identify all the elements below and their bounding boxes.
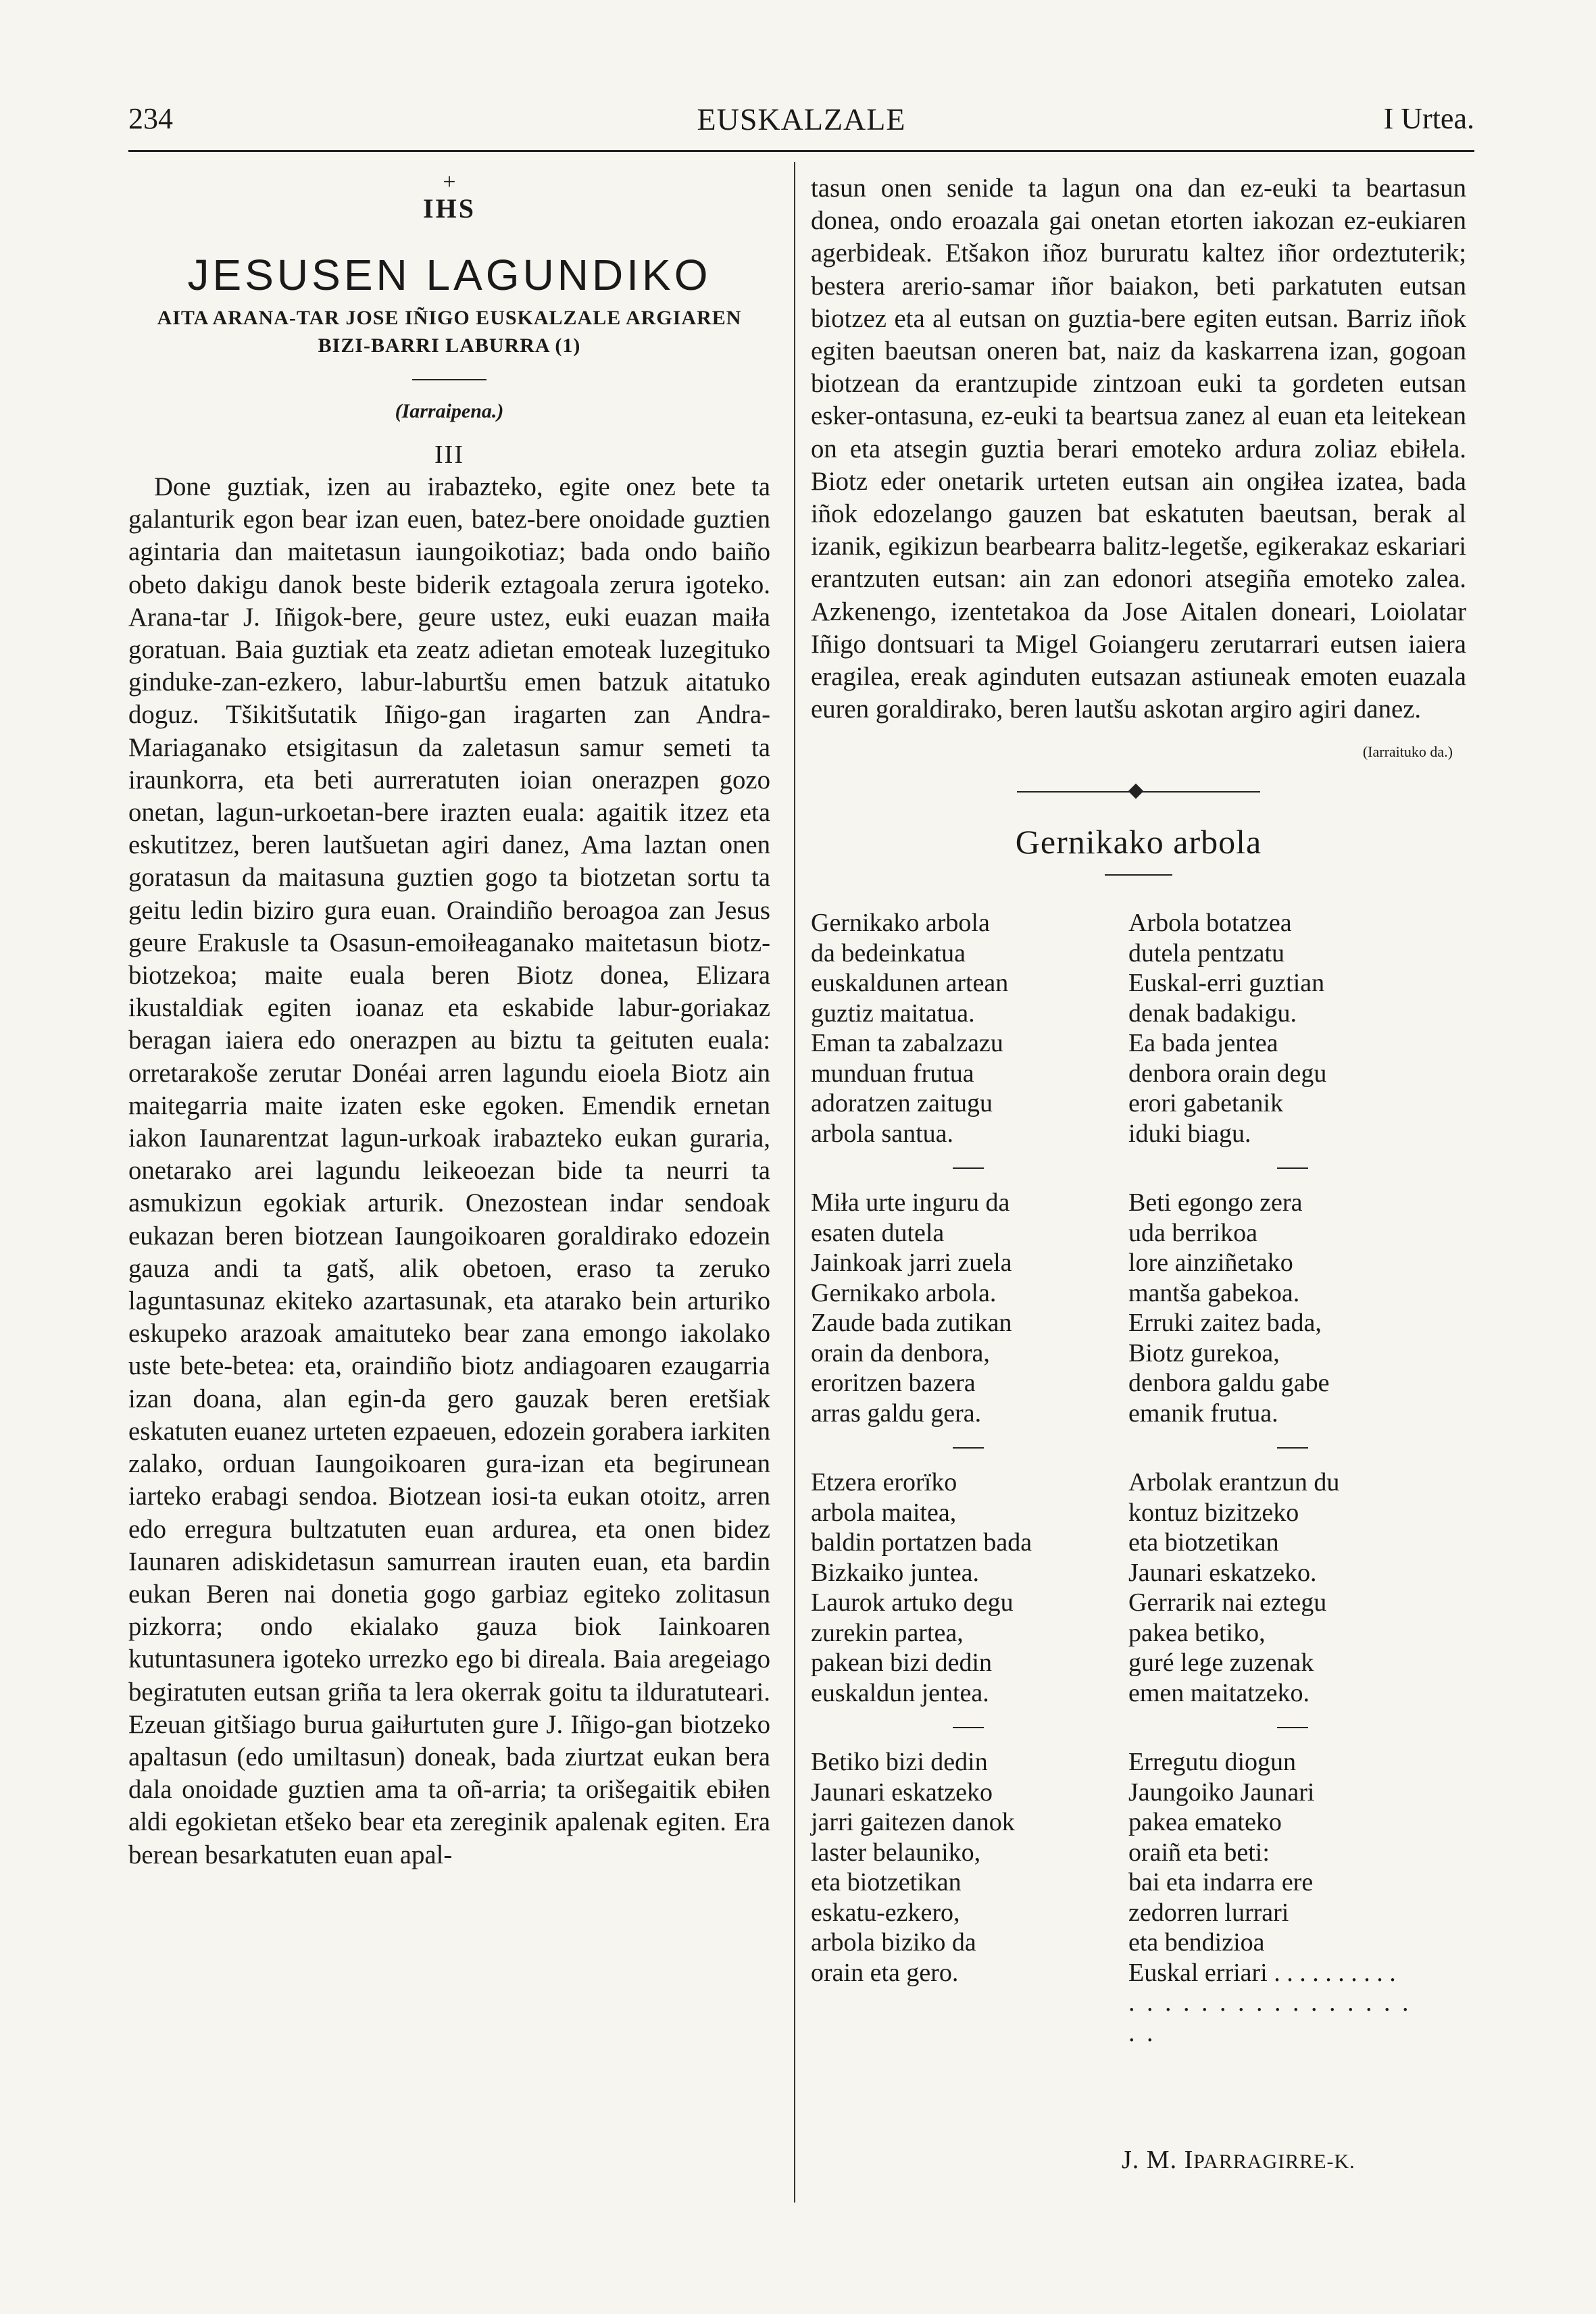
verse-line: orain da denbora, xyxy=(811,1338,990,1367)
poem-title: Gernikako arbola xyxy=(1015,823,1262,861)
article-paragraph: Done guztiak, izen au irabazteko, egite onez bete ta galanturik egon bear izan euen, batez-bere onoidade guztien agintaria dan maitetasun iaungoikotiaz; bada ondo baiño obeto dakigu danok beste biderik eztagoala zerura igoteko. Arana-tar J. Iñigok-bere, geure ustez, euki euazan maiła goratuan. Baia guztiak eta zeatz adietan emoteak luzegituko ginduke-zan-ezkero, labur-laburtšu emen batzuk aitatuko doguz. Tšikitšutatik Iñigo-gan iragarten zan Andra-Mariaganako etsigitasun da zaletasun samur semeti ta iraunkorra, eta beti aurreratuten ioian onerazpen gozo onetan, lagun-urkoetan-bere irazten euala: agaitik itzez eta eskutitzez, beren lautšuetan agiri danez, Ama laztan onen goratasun da maitasuna guztien gogo ta biotzetan sortu ta geitu ledin biziro gura euan. Oraindiño beroagoa zan Jesus geure Erakusle ta Osasun-emoiłeaganako maitetasun biotz-biotzekoa; maite euala beren Biotz donea, Elizara ikustaldiak egiten ioanaz eta eskabide labur-goriakaz beragan iaiera edo onerazpen au biztu ta geituten euala: orretarakoše zerutar Donéai arren lagundu eioela Biotz ain maitegarria maite izaten eske egoken. Emendik ernetan iakon Iaunarentzat lagun-urkoak irabazteko eukan guraria, onetarako arei lagundu leikeoezan bide ta neurri ta asmukizun egokiak arturik. Onezostean indar sendoak eukazan beren biotzean Iaungoikoaren goraldirako edozein gauza andi ta gatš, alik obetoen, eraso ta zeruko laguntasunaz ekiteko azartasunak, eta atarako bein arturiko eskupeko arazoak amaituteko bear zana emongo iakolako uste bete-betea: eta, oraindiño biotz andiagoaren ezaugarria izan doana, alan egin-da gero gauzak beren eretšiak eskatuten euanez urteten ezpaeuen, edozein gorabera iarkiten zalako, orduan Iaungoikoaren gura-izan eta begirunean iarteko erabagi sendoa. Biotzean iosi-ta eukan otoitz, arren edo erregura bultzatuten euan ardurea, eta onen bidez Iaunaren adiskidetasun samurrean irauten euan, eta bardin eukan Beren nai donetia gogo garbiaz egiteko zolitasun pizkorra; ondo ekialako gauza biok Iainkoaren kutuntasunera igoteko urrezko ego bi direala. Baia aregeiago begiratuten eutsan griña ta lera okerrak goitu ta ilduratuteari. Ezeuan gitšiago burua gaiłurtuten gure J. Iñigo-gan biotzeko apaltasun (edo umiltasun) doneak, bada ziurtzat eukan bera dala onoidade guztien ama ta oñ-arria; ta orišegaitik ebiłen aldi egokietan etšeko bear eta zereginik apalenak egiten. Era berean besarkatuten euan apal- xyxy=(128,472,770,1869)
verse-line: bai eta indarra ere xyxy=(1128,1868,1314,1897)
verse-line: munduan frutua xyxy=(811,1059,974,1088)
stanza xyxy=(811,1188,1101,1428)
verse-line: laster belauniko, xyxy=(811,1838,981,1867)
verse-line: denbora orain degu xyxy=(1128,1059,1327,1088)
verse-line: Erregutu diogun xyxy=(1128,1748,1297,1777)
verse-line: da bedeinkatua xyxy=(811,938,966,967)
verse-line: eta bendizioa xyxy=(1128,1928,1265,1957)
verse-line: Arbola botatzea xyxy=(1128,909,1292,938)
verse-line: orain eta gero. xyxy=(811,1958,959,1987)
verse-line: uda berrikoa xyxy=(1128,1218,1257,1247)
verse-line: arbola santua. xyxy=(811,1119,954,1148)
verse-line: Jainkoak jarri zuela xyxy=(811,1249,1012,1278)
journal-title: EUSKALZALE xyxy=(697,102,906,136)
verse-line: pakea betiko, xyxy=(1128,1618,1266,1647)
verse-line: oraiñ eta beti: xyxy=(1128,1838,1270,1867)
diamond-icon xyxy=(1128,784,1144,799)
stanza-separator xyxy=(953,1447,984,1449)
verse-line: pakea emateko xyxy=(1128,1808,1282,1837)
verse-line: euskaldun jentea. xyxy=(811,1678,989,1707)
stanza xyxy=(1128,1747,1419,1988)
poem xyxy=(811,908,1466,2047)
verse-line: Eman ta zabalzazu xyxy=(811,1029,1003,1058)
right-column xyxy=(811,172,1466,2047)
verse-line: denbora galdu gabe xyxy=(1128,1369,1330,1398)
verse-line: emen maitatzeko. xyxy=(1128,1678,1310,1707)
stanza xyxy=(1128,1188,1419,1428)
verse-line: Zaude bada zutikan xyxy=(811,1309,1012,1338)
page-number: 234 xyxy=(128,102,173,135)
stanza xyxy=(811,1747,1101,1988)
verse-line: eroritzen bazera xyxy=(811,1369,976,1398)
verse-line: denak badakigu. xyxy=(1128,999,1297,1028)
stanza-separator xyxy=(1277,1447,1308,1449)
poem-title-rule xyxy=(1105,874,1172,876)
signature-initials: J. M. I xyxy=(1122,2146,1194,2174)
verse-line: Jaungoiko Jaunari xyxy=(1128,1778,1315,1807)
title-rule xyxy=(412,379,487,380)
cross-icon: + xyxy=(443,170,456,195)
verse-line: Arbolak erantzun du xyxy=(1128,1468,1340,1497)
verse-line: Erruki zaitez bada, xyxy=(1128,1309,1322,1338)
article-title: JESUSEN LAGUNDIKO xyxy=(187,251,712,299)
verse-line: zurekin partea, xyxy=(811,1618,964,1647)
verse-line: guztiz maitatua. xyxy=(811,999,975,1028)
to-be-continued-note: (Iarraituko da.) xyxy=(1362,743,1453,761)
journal-year: I Urtea. xyxy=(1383,102,1474,135)
verse-line: kontuz bizitzeko xyxy=(1128,1498,1299,1527)
ornamental-rule xyxy=(1017,785,1260,799)
verse-line: Gernikako arbola. xyxy=(811,1278,997,1307)
verse-line: arbola biziko da xyxy=(811,1928,976,1957)
column-divider xyxy=(794,162,795,2203)
verse-line: iduki biagu. xyxy=(1128,1119,1251,1148)
verse-line: lore ainziñetako xyxy=(1128,1249,1293,1278)
verse-line: Jaunari eskatzeko xyxy=(811,1778,993,1807)
article-subtitle-line1: AITA ARANA-TAR JOSE IÑIGO EUSKALZALE ARGIAREN xyxy=(157,307,742,329)
verse-line: arras galdu gera. xyxy=(811,1399,982,1428)
verse-line: erori gabetanik xyxy=(1128,1089,1283,1118)
signature-surname: PARRAGIRRE-K. xyxy=(1193,2150,1355,2173)
verse-line: eta biotzetikan xyxy=(811,1868,962,1897)
verse-line: euskaldunen artean xyxy=(811,969,1009,998)
verse-line: baldin portatzen bada xyxy=(811,1528,1032,1557)
ellipsis-line: . . . . . . . . . . . . . . . . . . xyxy=(1128,1988,1412,2047)
ihs-monogram: IHS xyxy=(423,193,476,224)
stanza xyxy=(811,908,1101,1149)
header-rule xyxy=(128,150,1474,152)
verse-line: dutela pentzatu xyxy=(1128,938,1285,967)
poem-signature xyxy=(1122,2145,1355,2175)
poem-column-left xyxy=(811,908,1101,1988)
verse-line: Gernikako arbola xyxy=(811,909,990,938)
verse-line: Betiko bizi dedin xyxy=(811,1748,988,1777)
verse-line: adoratzen zaitugu xyxy=(811,1089,993,1118)
running-header xyxy=(128,101,1474,149)
verse-line: eta biotzetikan xyxy=(1128,1528,1279,1557)
verse-line: Biotz gurekoa, xyxy=(1128,1338,1280,1367)
stanza xyxy=(811,1467,1101,1708)
verse-line: Bizkaiko juntea. xyxy=(811,1558,980,1587)
verse-line: Gerrarik nai eztegu xyxy=(1128,1588,1327,1617)
article-subtitle-line2: BIZI-BARRI LABURRA (1) xyxy=(318,334,581,357)
verse-line: jarri gaitezen danok xyxy=(811,1808,1015,1837)
verse-line: emanik frutua. xyxy=(1128,1399,1278,1428)
left-column xyxy=(128,172,770,1871)
verse-line: Laurok artuko degu xyxy=(811,1588,1014,1617)
verse-line: eskatu-ezkero, xyxy=(811,1898,960,1927)
verse-line: mantša gabekoa. xyxy=(1128,1278,1300,1307)
verse-line: Euskal erriari . . . . . . . . . . xyxy=(1128,1958,1396,1987)
poem-column-right xyxy=(1128,908,1419,2048)
verse-line: Euskal-erri guztian xyxy=(1128,969,1325,998)
stanza xyxy=(1128,1467,1419,1708)
continued-label: (Iarraipena.) xyxy=(395,400,504,422)
stanza-separator xyxy=(1277,1727,1308,1728)
verse-line: pakean bizi dedin xyxy=(811,1649,993,1678)
verse-line: Jaunari eskatzeko. xyxy=(1128,1558,1317,1587)
verse-line: zedorren lurrari xyxy=(1128,1898,1289,1927)
stanza-separator xyxy=(1277,1167,1308,1169)
verse-line: Etzera erorïko xyxy=(811,1468,957,1497)
stanza-separator xyxy=(953,1167,984,1169)
stanza xyxy=(1128,908,1419,1149)
section-number: III xyxy=(434,441,464,469)
verse-line: esaten dutela xyxy=(811,1218,945,1247)
stanza-separator xyxy=(953,1727,984,1728)
verse-line: Ea bada jentea xyxy=(1128,1029,1278,1058)
verse-line: guré lege zuzenak xyxy=(1128,1649,1314,1678)
article-paragraph-continued: tasun onen senide ta lagun ona dan ez-euki ta beartasun donea, ondo eroazala gai onetan etorten iakozan ez-eukiaren agerbideak. Etšakon iñoz bururatu kaltez iñor ordeztuterik; bestera arerio-samar iñor baiakon, beti parkatuten eutsan biotzez eta al eutsan on guztia-bere egiten eutsan. Barriz iñok egiten baeutsan oneren bat, naiz da kaskarrena izan, gogoan biotzean da erantzupide zintzoan euki ta gordeten eutsan esker-ontasuna, ez-euki ta beartsua zanez al euan eta leitekean on eta atsegin guztia berari emoteko ardura zoliaz ebiłela. Biotz eder onetarik urteten eutsan ain ongiłea izatea, bada iñok edozelango gauzen bat eskatuten baeutsan, berak al izanik, egikizun bearbearra balitz-legetše, egikerakaz eskariari erantzuten eutsan: ain zan edonori atsegiña emoteko zalea. Azkenengo, izentetakoa da Jose Aitalen doneari, Loiolatar Iñigo dontsuari ta Migel Goiangeru zerutarrari eutsen iaiera eragilea, ereak aginduten eutsazan astiuneak emoten euazala euren goraldirako, beren lautšu askotan argiro agiri danez. xyxy=(811,174,1466,724)
verse-line: Miła urte inguru da xyxy=(811,1188,1010,1217)
verse-line: Beti egongo zera xyxy=(1128,1188,1303,1217)
verse-line: arbola maitea, xyxy=(811,1498,957,1527)
